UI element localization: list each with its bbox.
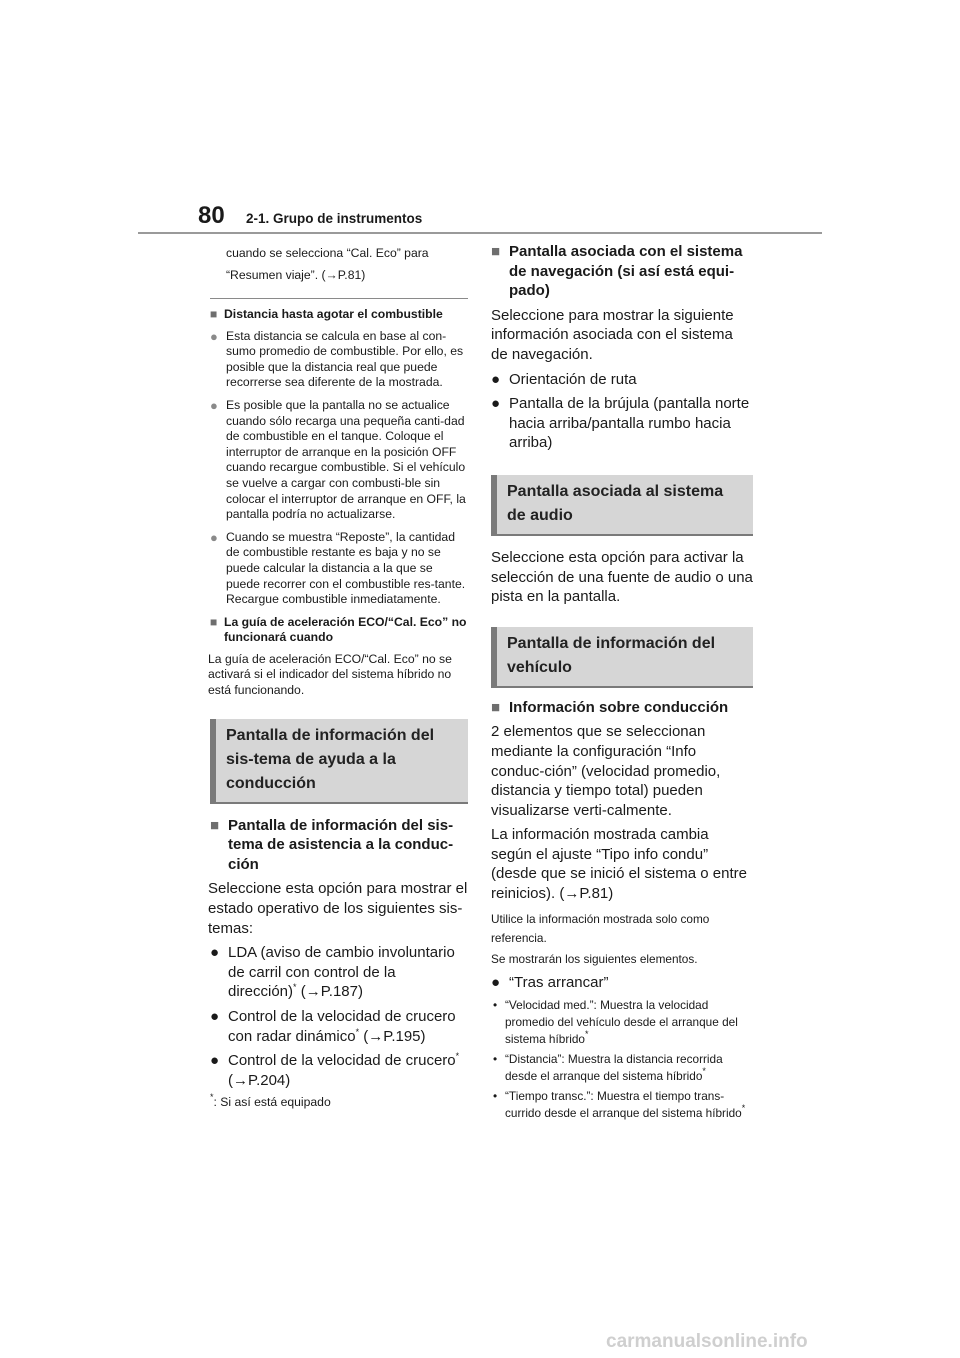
bullet-icon: ● [491,370,501,388]
continuation-line-1: cuando se selecciona “Cal. Eco” para [226,246,429,260]
sub-list-item: • “Velocidad med.”: Muestra la velocidad promedio del vehículo desde el arranque del sistema híbrido* [493,998,738,1047]
bullet-icon: ● [491,395,501,413]
bullet-icon: ● [210,1052,220,1070]
list-item: ● “Tras arrancar” [491,973,609,991]
page-number: 80 [198,202,225,229]
section-box-assist: Pantalla de información del sis-tema de ayuda a la conducción [210,719,468,804]
list-item: ● Cuando se muestra “Reposte”, la cantidad de combustible restante es baja y no se puede calcular la distancia a la que se puede recorrer con el combustible res-tante. Recargue combustible inmediatamente. [210,529,466,607]
driving-paragraph-1: 2 elementos que se seleccionan mediante la configuración “Info conduc-ción” (velocidad promedio, distancia y tiempo total) pueden visualizarse verti-calmente. [491,723,721,819]
section-box-audio: Pantalla asociada al sistema de audio [491,475,753,536]
small-dot-icon: • [493,1052,498,1067]
section-box-vehicle: Pantalla de información del vehículo [491,627,753,688]
list-item: ● Esta distancia se calcula en base al con-sumo promedio de combustible. Por ello, es posible que la distancia real que puede recorrerse sea diferente de la mostrada. [210,328,464,390]
circle-bullet-icon: ● [210,529,218,545]
assist-heading: ■ Pantalla de información del sis-tema de asistencia a la conduc-ción [210,816,454,873]
small-note-1: Utilice la información mostrada solo como referencia. [491,911,710,945]
list-item: ● LDA (aviso de cambio involuntario de carril con control de la dirección)* (→P.187) [210,944,455,1001]
header-rule [138,232,822,234]
audio-text: Seleccione esta opción para activar la selección de una fuente de audio o una pista en la pantalla. [491,548,753,606]
list-item: ● Control de la velocidad de crucero con radar dinámico* (→P.195) [210,1008,456,1045]
square-bullet-icon: ■ [491,698,501,716]
list-item: ● Orientación de ruta [491,370,637,388]
square-bullet-icon: ■ [210,816,220,834]
nav-intro: Seleccione para mostrar la siguiente información asociada con el sistema de navegación. [491,306,734,363]
circle-bullet-icon: ● [210,397,218,413]
square-bullet-icon: ■ [210,614,218,629]
circle-bullet-icon: ● [210,328,218,344]
sub-list-item: • “Tiempo transc.”: Muestra el tiempo trans-currido desde el arranque del sistema híbrido* [493,1089,746,1121]
list-item: ● Es posible que la pantalla no se actualice cuando sólo recarga una pequeña canti-dad de combustible en el tanque. Coloque el interruptor de arranque en la posición OFF cuando recargue combustible. Si el vehículo se vuelve a cargar con combusti-ble sin colocar el interruptor de arranque en OFF, la pantalla podría no actualizarse. [210,397,466,522]
list-item: ● Control de la velocidad de crucero* (→P.204) [210,1051,460,1089]
right-column [491,242,753,1125]
watermark: carmanualsonline.info [606,1331,808,1352]
chapter-title: 2-1. Grupo de instrumentos [246,211,423,226]
square-bullet-icon: ■ [491,243,501,260]
square-bullet-icon: ■ [210,307,218,321]
small-dot-icon: • [493,998,498,1013]
left-column [210,242,468,1111]
bullet-icon: ● [210,944,220,962]
bullet-icon: ● [491,973,501,991]
section-rule [210,298,468,299]
small-note-2: Se mostrarán los siguientes elementos. [491,951,698,966]
driving-paragraph-2: La información mostrada cambia según el ajuste “Tipo info condu” (desde que se inició el sistema o entre reinicios). (→P.81) [491,826,747,903]
eco-heading: ■ La guía de aceleración ECO/“Cal. Eco” no funcionará cuando [210,614,467,645]
driving-heading: ■ Información sobre conducción [491,698,729,716]
small-dot-icon: • [493,1089,498,1104]
bullet-icon: ● [210,1008,220,1025]
distance-heading: ■ Distancia hasta agotar el combustible [210,307,443,321]
assist-intro: Seleccione esta opción para mostrar el estado operativo de los siguientes sis-temas: [208,880,468,937]
list-item: ● Pantalla de la brújula (pantalla norte hacia arriba/pantalla rumbo hacia arriba) [491,395,750,452]
nav-heading: ■ Pantalla asociada con el sistema de navegación (si así está equi-pado) [491,243,743,300]
continuation-line-2: “Resumen viaje”. (→P.81) [226,268,366,282]
sub-list-item: • “Distancia”: Muestra la distancia recorrida desde el arranque del sistema híbrido* [493,1052,723,1084]
eco-text: La guía de aceleración ECO/“Cal. Eco” no se activará si el indicador del sistema híbrido no está funcionando. [208,651,452,698]
footnote: *: Si así está equipado [210,1092,331,1110]
